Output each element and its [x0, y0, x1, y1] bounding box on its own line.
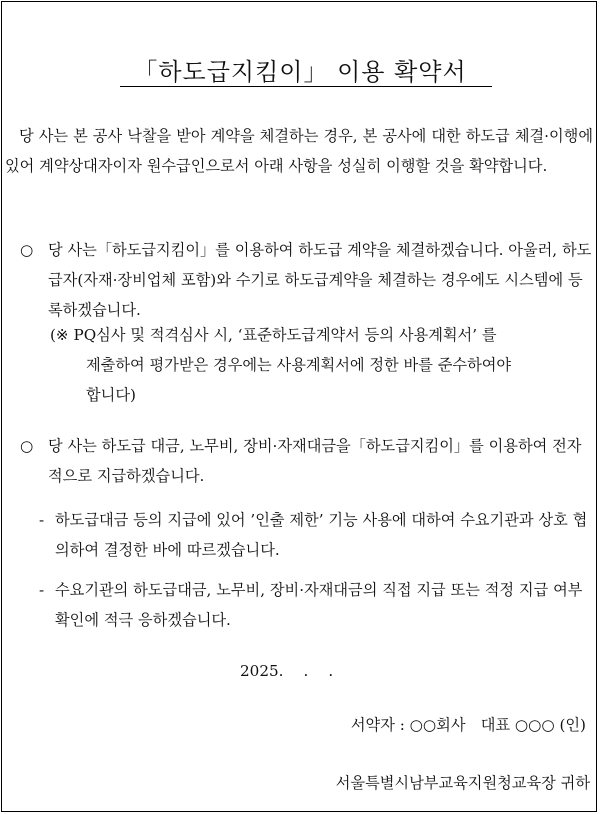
title-underline [120, 86, 492, 87]
pq-note [50, 320, 595, 410]
bullet-circle-marker: ○ [20, 437, 34, 455]
intro-paragraph: 당 사는 본 공사 낙찰을 받아 계약을 체결하는 경우, 본 공사에 대한 하도급 체결·이행에 있어 계약상대자이자 원수급인으로서 아래 사항을 성실히 이행할 것을 확약합니다. [5, 127, 593, 175]
document-title: 「하도급지킴이」 이용 확약서 [133, 58, 467, 86]
pq-note-line-1: (※ PQ심사 및 적격심사 시, ‘표준하도급계약서 등의 사용계획서’ 를 [50, 326, 497, 344]
bullet-1-text: 당 사는「하도급지킴이」를 이용하여 하도급 계약을 체결하겠습니다. 아울러, 하도급자(자재·장비업체 포함)와 수기로 하도급계약을 체결하는 경우에도 시스템에 등록하겠습니다. [48, 241, 592, 319]
signing-date: 2025. . . [240, 662, 334, 680]
dash-marker: - [39, 511, 45, 529]
pq-note-line-3: 합니다) [86, 386, 136, 404]
bullet-2-text: 당 사는 하도급 대금, 노무비, 장비·자재대금을「하도급지킴이」를 이용하여 전자적으로 지급하겠습니다. [48, 437, 582, 485]
pq-note-line-2: 제출하여 평가받은 경우에는 사용계획서에 정한 바를 준수하여야 [86, 356, 512, 374]
signer-line: 서약자 : ○○회사 대표 ○○○ (인) [350, 716, 586, 734]
sub-item-2-text: 수요기관의 하도급대금, 노무비, 장비·자재대금의 직접 지급 또는 적정 지급 여부 확인에 적극 응하겠습니다. [55, 581, 583, 629]
dash-marker: - [39, 581, 45, 599]
bullet-circle-marker: ○ [20, 241, 34, 259]
sub-item-1-text: 하도급대금 등의 지급에 있어 ’인출 제한’ 기능 사용에 대하여 수요기관과 상호 협의하여 결정한 바에 따르겠습니다. [55, 511, 588, 559]
addressee-line: 서울특별시남부교육지원청교육장 귀하 [335, 774, 590, 792]
